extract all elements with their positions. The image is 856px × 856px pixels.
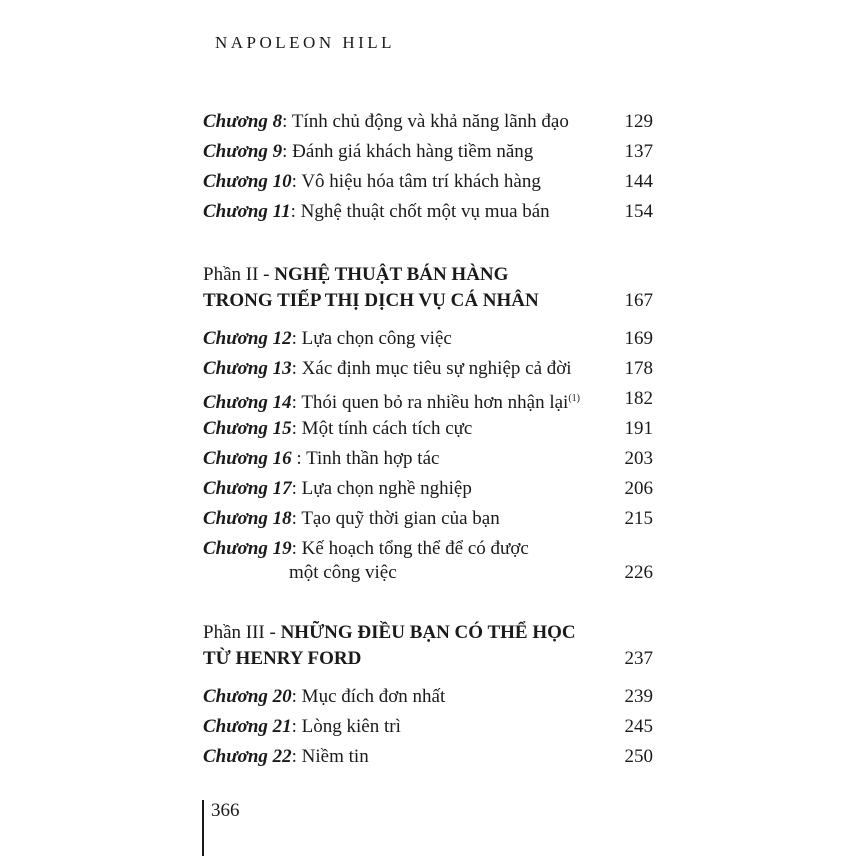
toc-entry[interactable] [203, 685, 653, 709]
part-title: NGHỆ THUẬT BÁN HÀNG [274, 264, 509, 285]
chapter-title: Kế hoạch tổng thể để có được [301, 538, 529, 559]
part-prefix: Phần II - [203, 264, 275, 285]
chapter-page: 154 [624, 201, 653, 222]
chapter-title: Xác định mục tiêu sự nghiệp cả đời [301, 358, 572, 379]
chapter-title-continued: một công việc [289, 562, 397, 583]
chapter-page: 226 [624, 562, 653, 583]
chapter-separator: : [291, 392, 302, 413]
part-prefix: Phần III - [203, 622, 281, 643]
chapter-page: 203 [624, 448, 653, 469]
chapter-label: Chương 22 [203, 746, 292, 767]
chapter-page: 250 [624, 746, 653, 767]
chapter-title: Niềm tin [301, 746, 369, 767]
chapter-label: Chương 9 [203, 141, 283, 162]
chapter-separator: : [291, 418, 302, 439]
part-page: 237 [624, 648, 653, 669]
toc-entry[interactable] [203, 417, 653, 441]
chapter-title: Lựa chọn nghề nghiệp [301, 478, 472, 499]
chapter-title: Mục đích đơn nhất [301, 686, 446, 707]
part-heading-line1 [203, 262, 653, 288]
chapter-separator: : [291, 716, 302, 737]
chapter-label: Chương 14 [203, 392, 292, 413]
chapter-separator: : [291, 171, 302, 192]
toc-entry[interactable] [203, 507, 653, 531]
part-page: 167 [624, 290, 653, 311]
chapter-title: Nghệ thuật chốt một vụ mua bán [300, 201, 550, 222]
chapter-label: Chương 8 [203, 111, 283, 132]
chapter-label: Chương 13 [203, 358, 292, 379]
part-title: NHỮNG ĐIỀU BẠN CÓ THỂ HỌC [280, 622, 576, 643]
toc-entry[interactable] [203, 327, 653, 351]
chapter-separator: : [291, 358, 302, 379]
chapter-label: Chương 16 [203, 448, 292, 469]
page-number [202, 800, 240, 856]
footnote-marker[interactable]: (1) [568, 393, 581, 404]
chapter-label: Chương 18 [203, 508, 292, 529]
chapter-title: Lòng kiên trì [301, 716, 401, 737]
chapter-label: Chương 11 [203, 201, 291, 222]
chapter-title: Tinh thần hợp tác [306, 448, 440, 469]
part-title-continued: TỪ HENRY FORD [203, 648, 362, 669]
toc-entry[interactable] [203, 715, 653, 739]
chapter-title: Tính chủ động và khả năng lãnh đạo [291, 111, 569, 132]
part-heading-line2 [203, 288, 653, 314]
chapter-separator: : [291, 686, 302, 707]
chapter-separator: : [291, 508, 302, 529]
chapter-title: Lựa chọn công việc [301, 328, 452, 349]
chapter-page: 169 [624, 328, 653, 349]
chapter-separator: : [291, 478, 302, 499]
chapter-title: Một tính cách tích cực [301, 418, 473, 439]
chapter-separator: : [290, 201, 301, 222]
chapter-label: Chương 17 [203, 478, 292, 499]
part-heading[interactable] [203, 620, 653, 672]
chapter-label: Chương 20 [203, 686, 292, 707]
chapter-page: 191 [624, 418, 653, 439]
chapter-separator: : [291, 746, 302, 767]
chapter-separator: : [282, 111, 292, 132]
toc-entry[interactable] [203, 745, 653, 769]
chapter-page: 129 [624, 111, 653, 132]
toc-entry[interactable] [203, 140, 653, 164]
part-heading-line2 [203, 646, 653, 672]
part-title-continued: TRONG TIẾP THỊ DỊCH VỤ CÁ NHÂN [203, 290, 539, 311]
chapter-label: Chương 21 [203, 716, 292, 737]
toc-entry[interactable] [203, 110, 653, 134]
part-heading-line1 [203, 620, 653, 646]
chapter-label: Chương 15 [203, 418, 292, 439]
chapter-title: Đánh giá khách hàng tiềm năng [292, 141, 534, 162]
running-head: NAPOLEON HILL [215, 33, 396, 52]
chapter-title: Thói quen bỏ ra nhiều hơn nhận lại [301, 392, 569, 413]
chapter-page: 178 [624, 358, 653, 379]
chapter-separator: : [291, 538, 302, 559]
chapter-page: 182 [624, 388, 653, 409]
toc-entry[interactable] [203, 170, 653, 194]
chapter-title: Vô hiệu hóa tâm trí khách hàng [301, 171, 541, 192]
chapter-label: Chương 10 [203, 171, 292, 192]
chapter-separator: : [291, 448, 307, 469]
toc-entry[interactable] [203, 447, 653, 471]
chapter-page: 245 [624, 716, 653, 737]
chapter-label: Chương 12 [203, 328, 292, 349]
chapter-page: 206 [624, 478, 653, 499]
part-heading[interactable] [203, 262, 653, 314]
chapter-page: 215 [624, 508, 653, 529]
chapter-separator: : [291, 328, 302, 349]
toc-entry[interactable] [203, 537, 653, 585]
chapter-separator: : [282, 141, 293, 162]
toc-entry[interactable] [203, 477, 653, 501]
chapter-label: Chương 19 [203, 538, 292, 559]
toc-entry[interactable] [203, 387, 653, 415]
chapter-page: 144 [624, 171, 653, 192]
toc-entry[interactable] [203, 357, 653, 381]
chapter-title: Tạo quỹ thời gian của bạn [301, 508, 500, 529]
chapter-page: 137 [624, 141, 653, 162]
page-number-text: 366 [211, 800, 240, 821]
chapter-page: 239 [624, 686, 653, 707]
toc-entry[interactable] [203, 200, 653, 224]
